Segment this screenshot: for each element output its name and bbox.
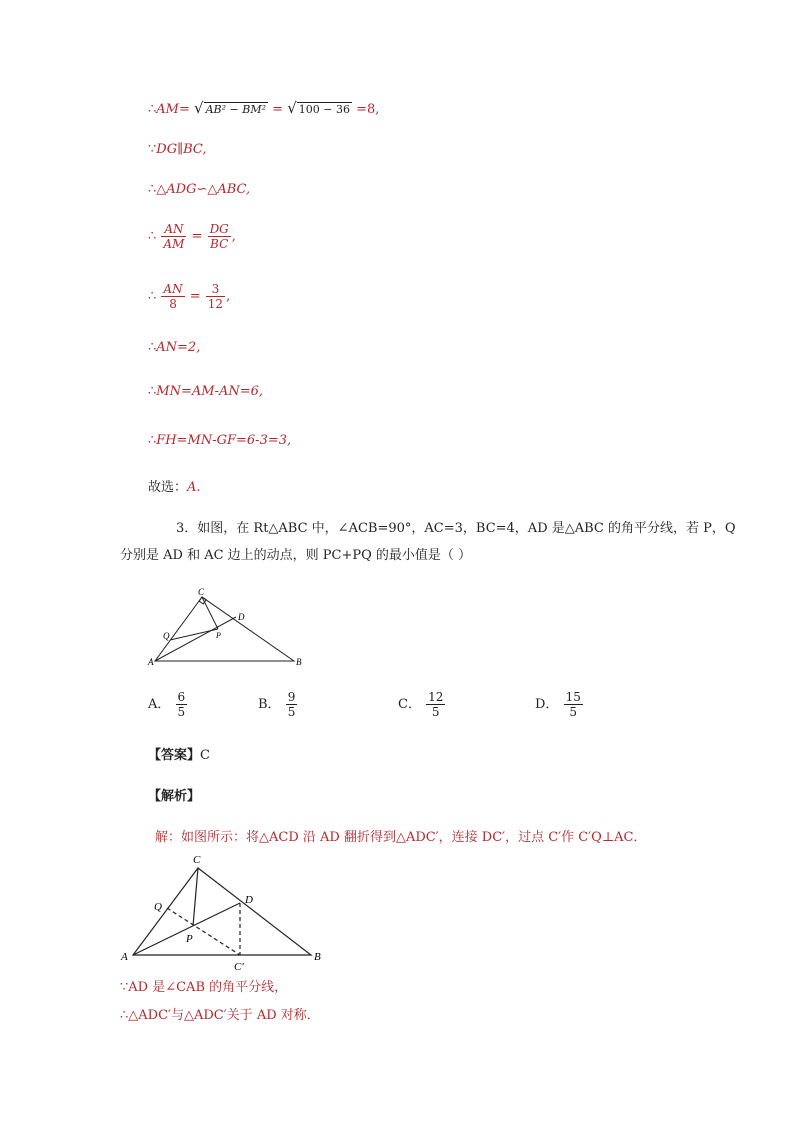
question-line-1: 3．如图，在 Rt△ABC 中，∠ACB=90°，AC=3，BC=4，AD 是△ABC 的角平分线，若 P，Q [176,521,736,536]
fig1-label-b: B [296,657,302,667]
fig2-label-c: C [193,854,201,866]
fig2-label-d: D [245,894,253,906]
option-d[interactable]: D． $\frac{15}{5}$ [535,690,581,719]
step-ratio-values: ∴ $\frac{AN}{8}$ = $\frac{3}{12}$ , [148,282,231,311]
step-an: ∴AN=2, [148,340,201,355]
analysis-intro: 解：如图所示：将△ACD 沿 AD 翻折得到△ADC′，连接 DC′，过点 C′作 C′Q⊥AC． [155,830,647,845]
fig1-label-a: A [148,657,154,667]
fig2-label-a: A [121,951,128,963]
fig1-label-q: Q [163,631,170,641]
option-a[interactable]: A． $\frac{6}{5}$ [148,690,186,719]
step-am: ∴AM= √ AB² − BM² = √ 100 − 36 =8, [148,99,380,117]
step-fh: ∴FH=MN-GF=6-3=3, [148,433,292,448]
option-b[interactable]: B． $\frac{9}{5}$ [258,690,296,719]
choice-line: 故选：A. [148,480,201,495]
fraction-3-12: $\frac{3}{12}$ [207,282,224,311]
step-parallel: ∵DG∥BC, [148,142,207,157]
analysis-line-a: ∵AD 是∠CAB 的角平分线， [120,980,288,995]
fraction-an-am: $\frac{AN}{AM}$ [163,222,185,251]
option-c[interactable]: C． $\frac{12}{5}$ [398,690,444,719]
analysis-line-b: ∴△ADC′与△ADC′关于 AD 对称． [120,1008,320,1023]
answer-line: 【答案】C [148,748,210,763]
fig2-label-q: Q [154,901,162,913]
analysis-label: 【解析】 [148,789,201,804]
figure-triangle-2 [118,850,328,975]
fig1-label-c: C [198,587,205,597]
fig1-label-p: P [216,631,221,640]
step-similar: ∴△ADG∽△ABC, [148,182,251,197]
fig2-label-c-prime: C′ [234,961,244,973]
fig2-label-b: B [314,951,321,963]
sqrt-ab-bm: AB² − BM² [205,103,266,116]
step-ratio: ∴ $\frac{AN}{AM}$ = $\frac{DG}{BC}$ , [148,222,236,251]
fig1-label-d: D [238,612,245,622]
figure-triangle-1 [145,585,305,670]
question-line-2: 分别是 AD 和 AC 边上的动点，则 PC+PQ 的最小值是（ ） [120,548,472,563]
fraction-dg-bc: $\frac{DG}{BC}$ [209,222,229,251]
sqrt-100-36: 100 − 36 [298,103,350,116]
fig2-label-p: P [186,933,193,945]
fraction-an-8: $\frac{AN}{8}$ [163,282,183,311]
step-mn: ∴MN=AM-AN=6, [148,384,264,399]
